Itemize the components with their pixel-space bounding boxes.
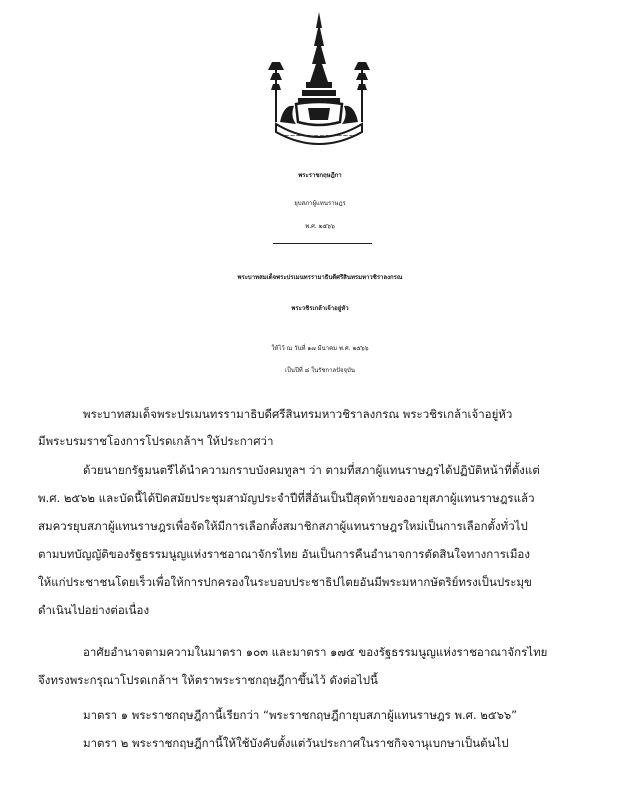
section-1: มาตรา ๑ พระราชกฤษฎีกานี้เรียกว่า “พระราชกฤษฎีกายุบสภาผู้แทนราษฎร พ.ศ. ๒๕๖๖”	[83, 708, 518, 722]
svg-text:~~~~~~~~~~~~: ~~~~~~~~~~~~	[283, 132, 355, 140]
body-line: ด้วยนายกรัฐมนตรีได้นำความกราบบังคมทูลฯ ว่า ตามที่สภาผู้แทนราษฎรได้ปฏิบัติหน้าที่ตั้งแต่	[83, 463, 540, 477]
body-line: จึงทรงพระกรุณาโปรดเกล้าฯ ให้ตราพระราชกฤษฎีกาขึ้นไว้ ดังต่อไปนี้	[38, 673, 378, 687]
decree-title: พระราชกฤษฎีกา	[298, 172, 342, 179]
body-line: อาศัยอำนาจตามความในมาตรา ๑๐๓ และมาตรา ๑๗๕ ของรัฐธรรมนูญแห่งราชอาณาจักรไทย	[83, 645, 548, 659]
decree-year: พ.ศ. ๒๕๖๖	[305, 223, 335, 230]
body-line: พ.ศ. ๒๕๖๒ และบัดนี้ได้ปิดสมัยประชุมสามัญประจำปีที่สี่อันเป็นปีสุดท้ายของอายุสภาผู้แทนราษฎรแล้ว	[38, 491, 535, 505]
king-name-line-1: พระบาทสมเด็จพระปรเมนทรรามาธิบดีศรีสินทรมหาวชิราลงกรณ	[237, 274, 403, 281]
given-date: ให้ไว้ ณ วันที่ ๑๗ มีนาคม พ.ศ. ๒๕๖๖	[271, 345, 369, 352]
garuda-seal-emblem	[258, 10, 380, 148]
body-line: ให้แก่ประชาชนโดยเร็วเพื่อให้การปกครองในระบอบประชาธิปไตยอันมีพระมหากษัตริย์ทรงเป็นประมุข	[38, 575, 532, 589]
body-line: สมควรยุบสภาผู้แทนราษฎรเพื่อจัดให้มีการเลือกตั้งสมาชิกสภาผู้แทนราษฎรใหม่เป็นการเลือกตั้งทั่วไป	[38, 519, 528, 533]
title-divider	[273, 243, 372, 244]
decree-subtitle: ยุบสภาผู้แทนราษฎร	[294, 200, 346, 207]
section-2: มาตรา ๒ พระราชกฤษฎีกานี้ให้ใช้บังคับตั้งแต่วันประกาศในราชกิจจานุเบกษาเป็นต้นไป	[83, 736, 509, 750]
body-line: ตามบทบัญญัติของรัฐธรรมนูญแห่งราชอาณาจักรไทย อันเป็นการคืนอำนาจการตัดสินใจทางการเมือง	[38, 547, 530, 561]
body-line: มีพระบรมราชโองการโปรดเกล้าฯ ให้ประกาศว่า	[38, 434, 274, 448]
reign-year: เป็นปีที่ ๘ ในรัชกาลปัจจุบัน	[285, 367, 355, 374]
king-name-line-2: พระวชิรเกล้าเจ้าอยู่หัว	[291, 305, 349, 312]
body-line: ดำเนินไปอย่างต่อเนื่อง	[38, 603, 150, 617]
body-line: พระบาทสมเด็จพระปรเมนทรรามาธิบดีศรีสินทรมหาวชิราลงกรณ พระวชิรเกล้าเจ้าอยู่หัว	[83, 407, 513, 421]
